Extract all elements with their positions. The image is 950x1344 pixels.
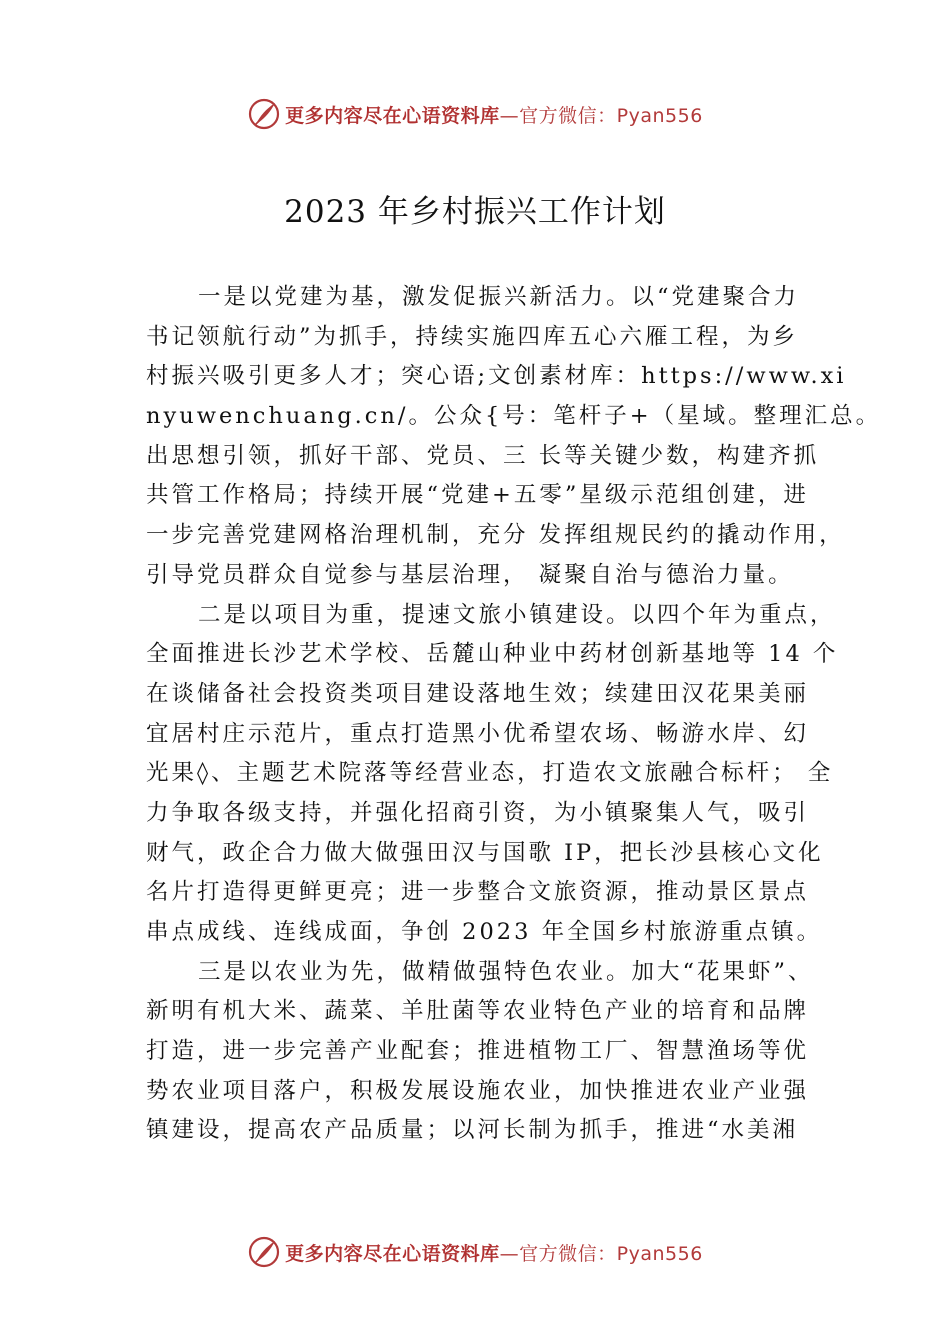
paragraph-line: 财气，政企合力做大做强田汉与国歌 IP，把长沙县核心文化 [146, 839, 824, 866]
paragraph-line: 共管工作格局；持续开展“党建+五零”星级示范组创建，进 [146, 482, 809, 509]
paragraph-line: 一步完善党建网格治理机制，充分 发挥组规民约的撬动作用， [146, 522, 845, 549]
paragraph-line: 在谈储备社会投资类项目建设落地生效；续建田汉花果美丽 [146, 680, 810, 707]
paragraph-line: 势农业项目落户，积极发展设施农业，加快推进农业产业强 [146, 1077, 810, 1104]
paragraph-line: 二是以项目为重，提速文旅小镇建设。以四个年为重点， [198, 601, 836, 628]
paragraph-line: 名片打造得更鲜更亮；进一步整合文旅资源，推动景区景点 [146, 879, 810, 906]
footer-wechat-text: —官方微信：Pyan556 [499, 1242, 703, 1265]
paragraph-line: 书记领航行动”为抓手，持续实施四库五心六雁工程，为乡 [146, 323, 799, 350]
paragraph-line: 一是以党建为基，激发促振兴新活力。以“党建聚合力 [198, 284, 800, 310]
paragraph-line: 宜居村庄示范片，重点打造黑小优希望农场、畅游水岸、幻 [146, 720, 810, 747]
paragraph-line: nyuwenchuang.cn/。公众{号：笔杆子+（星域。整理汇总。 [146, 403, 882, 430]
paragraph-line: 镇建设，提高农产品质量；以河长制为抓手，推进“水美湘 [146, 1117, 799, 1144]
quill-logo-icon [247, 97, 281, 131]
document-body [146, 278, 882, 1151]
header-wechat-text: —官方微信：Pyan556 [499, 104, 703, 127]
paragraph-line: 光果◊、主题艺术院落等经营业态，打造农文旅融合标杆； 全 [146, 760, 834, 787]
paragraph-line: 全面推进长沙艺术学校、岳麓山种业中药材创新基地等 14 个 [146, 641, 839, 668]
header-brand-text: 更多内容尽在心语资料库 [285, 104, 500, 127]
quill-logo-icon [247, 1235, 281, 1269]
paragraph-line: 串点成线、连线成面，争创 2023 年全国乡村旅游重点镇。 [146, 919, 823, 945]
footer-banner [0, 1232, 950, 1272]
paragraph-line: 力争取各级支持，并强化招商引资，为小镇聚集人气，吸引 [146, 799, 810, 826]
header-banner-text [285, 101, 703, 128]
paragraph-line: 打造，进一步完善产业配套；推进植物工厂、智慧渔场等优 [146, 1038, 810, 1065]
document-title: 2023 年乡村振兴工作计划 [284, 194, 666, 230]
paragraph-line: 三是以农业为先，做精做强特色农业。加大“花果虾”、 [198, 958, 814, 985]
paragraph-line: 引导党员群众自觉参与基层治理， 凝聚自治与德治力量。 [146, 561, 794, 588]
paragraph-line: 新明有机大米、蔬菜、羊肚菌等农业特色产业的培育和品牌 [146, 998, 810, 1025]
footer-brand-text: 更多内容尽在心语资料库 [285, 1242, 500, 1265]
header-banner [0, 94, 950, 134]
paragraph-line: 村振兴吸引更多人才；突心语;文创素材库：https://www.xi [146, 363, 847, 390]
footer-banner-text [285, 1239, 703, 1266]
paragraph-line: 出思想引领，抓好干部、党员、三 长等关键少数，构建齐抓 [146, 442, 820, 469]
